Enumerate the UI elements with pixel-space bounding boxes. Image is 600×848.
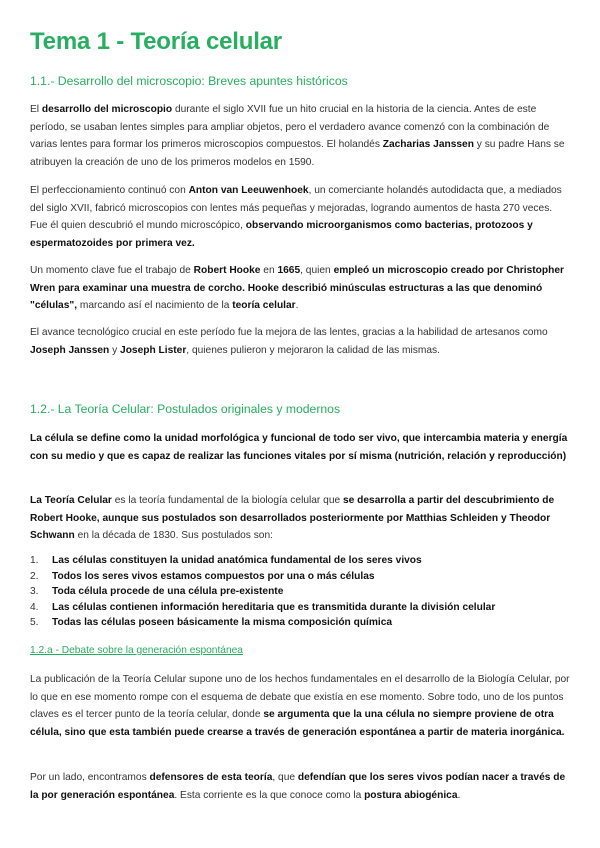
section-heading-1-2: 1.2.- La Teoría Celular: Postulados originales y modernos	[30, 402, 341, 416]
paragraph-cell-theory: La Teoría Celular es la teoría fundamental de la biología celular que se desarrolla a partir del descubrimiento de Robert Hooke, aunque sus postulados son desarrollados posteriormente por Matthias Schleiden y Theodor Schwann en la década de 1830. Sus postulados son:	[30, 495, 555, 541]
page-title: Tema 1 - Teoría celular	[30, 28, 282, 55]
paragraph-debate: La publicación de la Teoría Celular supone uno de los hechos fundamentales en el desarrollo de la Biología Celular, por lo que en ese momento rompe con el esquema de debate que existía en ese momento. Sobre todo, uno de los puntos claves es el tercer punto de la teoría celular, donde se argumenta que la una célula no siempre proviene de otra célula, sino que esta también puede crearse a través de generación espontánea a partir de materia inorgánica.	[30, 674, 570, 738]
paragraph-leeuwenhoek: El perfeccionamiento continuó con Anton van Leeuwenhoek, un comerciante holandés autodidacta que, a mediados del siglo XVII, fabricó microscopios con lentes más pequeñas y mejoradas, logrando aumentos de hasta 270 veces. Fue él quien descubrió el mundo microscópico, observando microorganismos como bacterias, protozoos y espermatozoides por primera vez.	[30, 185, 562, 249]
postulates-list	[30, 553, 570, 631]
list-item: 5. Todas las células poseen básicamente la misma composición química	[30, 617, 393, 628]
section-heading-1-1: 1.1.- Desarrollo del microscopio: Breves apuntes históricos	[30, 74, 348, 88]
list-item: 4. Las células contienen información hereditaria que es transmitida durante la división celular	[30, 601, 496, 613]
subsection-link-spontaneous-generation[interactable]: 1.2.a - Debate sobre la generación espontánea	[30, 645, 243, 656]
paragraph-cell-definition: La célula se define como la unidad morfológica y funcional de todo ser vivo, que intercambia materia y energía con su medio y que es capaz de realizar las funciones vitales por sí misma (nutrición, relación y reproducción)	[30, 433, 568, 462]
paragraph-lens-improvement: El avance tecnológico crucial en este período fue la mejora de las lentes, gracias a la habilidad de artesanos como Joseph Janssen y Joseph Lister, quienes pulieron y mejoraron la calidad de las mismas.	[30, 327, 548, 356]
paragraph-abiogenic: Por un lado, encontramos defensores de esta teoría, que defendían que los seres vivos podían nacer a través de la por generación espontánea. Esta corriente es la que conoce como la postura abiogénica.	[30, 772, 566, 801]
paragraph-hooke: Un momento clave fue el trabajo de Robert Hooke en 1665, quien empleó un microscopio creado por Christopher Wren para examinar una muestra de corcho. Hooke describió minúsculas estructuras a las que denominó "células", marcando así el nacimiento de la teoría celular.	[30, 265, 564, 311]
list-item: 3. Toda célula procede de una célula pre-existente	[30, 586, 284, 597]
paragraph-microscope-development: El desarrollo del microscopio durante el siglo XVII fue un hito crucial en la historia de la ciencia. Antes de este período, se usaban lentes simples para ampliar objetos, pero el verdadero avance comenzó con la combinación de varias lentes para formar los primeros microscopios compuestos. El holandés Zacharias Janssen y su padre Hans se atribuyen la creación de uno de los primeros modelos en 1590.	[30, 104, 565, 168]
list-item: 2. Todos los seres vivos estamos compuestos por una o más células	[30, 570, 375, 582]
list-item: 1. Las células constituyen la unidad anatómica fundamental de los seres vivos	[30, 555, 422, 566]
